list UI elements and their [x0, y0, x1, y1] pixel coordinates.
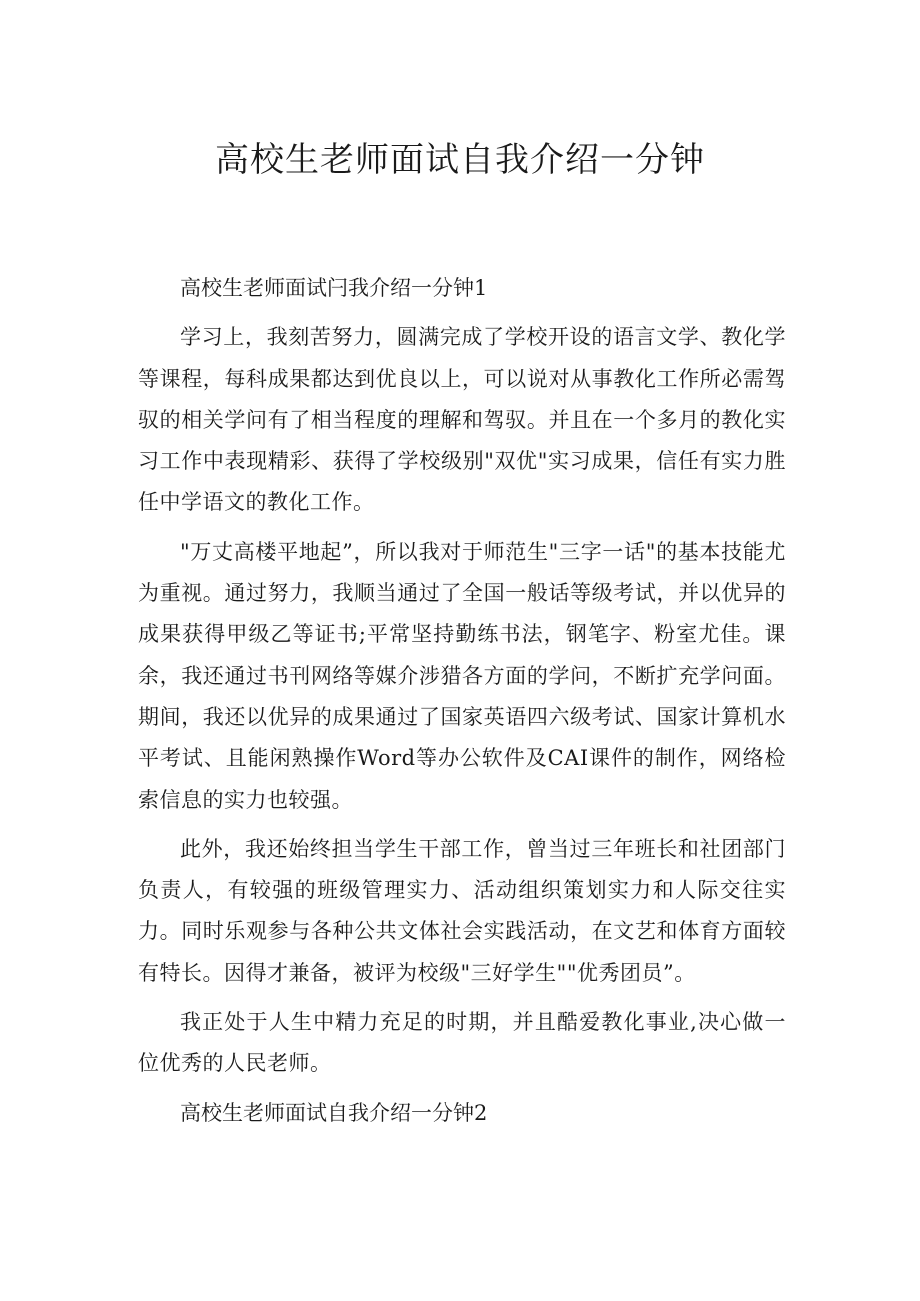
paragraph-skills: "万丈高楼平地起”，所以我对于师范生"三字一话"的基本技能尤为重视。通过努力，我顺当通过了全国一般话等级考试，并以优异的成果获得甲级乙等证书;平常坚持勤练书法，钢笔字、粉室尤佳。课余，我还通过书刊网络等媒介涉猎各方面的学问，不断扩充学问面。期间，我还以优异的成果通过了国家英语四六级考试、国家计算机水平考试、且能闲熟操作Word等办公软件及CAI课件的制作，网络检索信息的实力也较强。 [138, 539, 786, 812]
paragraph-conclusion: 我正处于人生中精力充足的时期，并且酷爱教化事业,决心做一位优秀的人民老师。 [138, 1010, 786, 1076]
paragraph-leadership: 此外，我还始终担当学生干部工作，曾当过三年班长和社团部门负责人，有较强的班级管理实力、活动组织策划实力和人际交往实力。同时乐观参与各种公共文体社会实践活动，在文艺和体育方面较有特长。因得才兼备，被评为校级"三好学生""优秀团员”。 [138, 836, 786, 985]
document-title: 高校生老师面试自我介绍一分钟 [215, 140, 705, 180]
section-heading-2: 高校生老师面试自我介绍一分钟2 [180, 1100, 488, 1125]
section-heading-1: 高校生老师面试闩我介绍一分钟1 [180, 276, 488, 300]
document-body [138, 268, 786, 1134]
paragraph-study: 学习上，我刻苦努力，圆满完成了学校开设的语言文学、教化学等课程，每科成果都达到优良以上，可以说对从事教化工作所必需驾驭的相关学问有了相当程度的理解和驾驭。并且在一个多月的教化实习工作中表现精彩、获得了学校级别"双优"实习成果，信任有实力胜任中学语文的教化工作。 [138, 325, 786, 515]
